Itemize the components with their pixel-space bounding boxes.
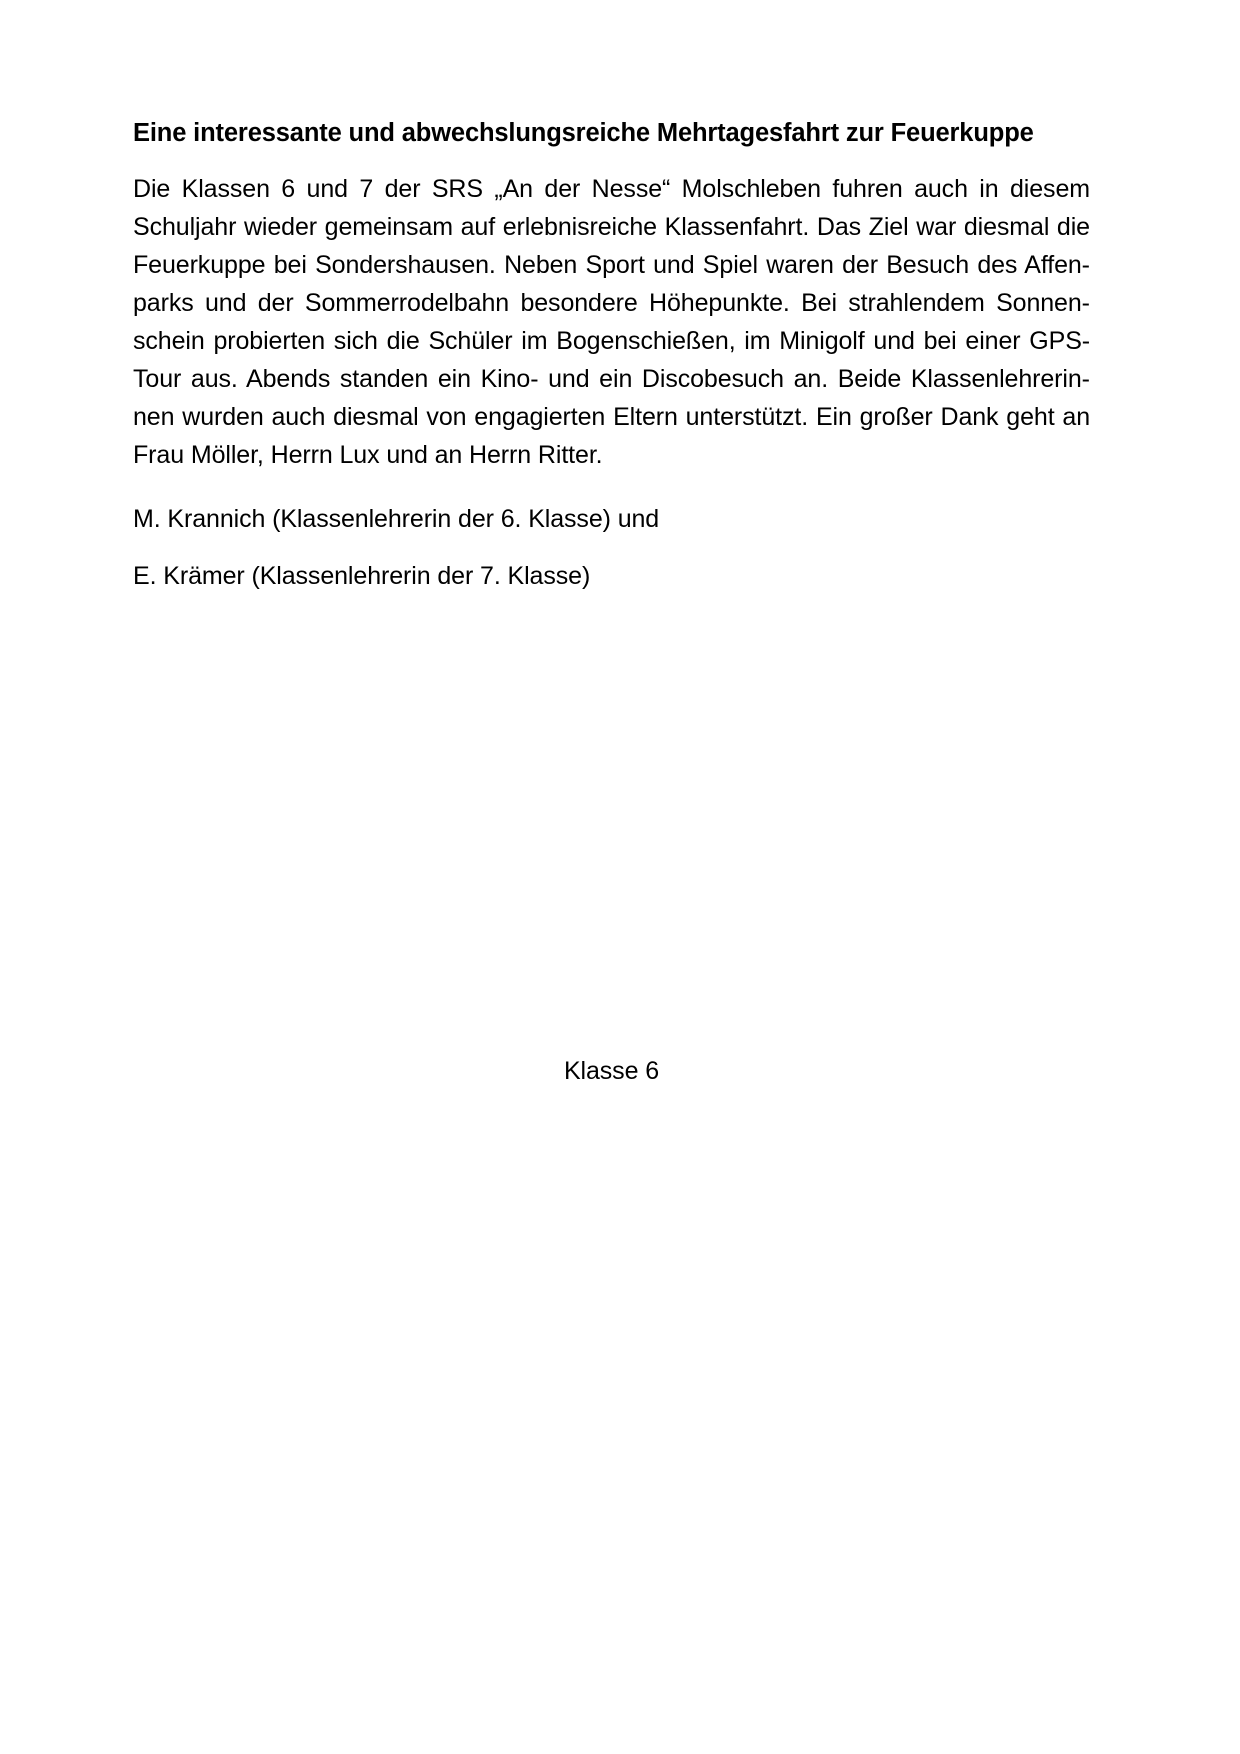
signature-line-1: M. Krannich (Klassenlehrerin der 6. Klasse) und [133,504,660,533]
article-content [133,118,1090,595]
image-caption: Klasse 6 [563,1057,660,1085]
image-caption-block [133,1055,1090,1087]
page-title: Eine interessante und abwechslungsreiche Mehrtagesfahrt zur Feuerkuppe [133,119,1034,147]
article-body-paragraph: Die Klassen 6 und 7 der SRS „An der Nesse“ Molschleben fuhren auch in diesem Schuljahr wieder gemeinsam auf erlebnisreiche Klassenfahrt. Das Ziel war diesmal die Feuerkuppe bei Sondershausen. Neben Sport und Spiel waren der Besuch des Affenparks und der Sommerrodelbahn besondere Höhepunkte. Bei strahlendem Sonnenschein probierten sich die Schüler im Bogenschießen, im Minigolf und bei einer GPS-Tour aus. Abends standen ein Kino- und ein Discobesuch an. Beide Klassenlehrerinnen wurden auch diesmal von engagierten Eltern unterstützt. Ein großer Dank geht an Frau Möller, Herrn Lux und an Herrn Ritter. [133,174,1090,469]
signature-line-2: E. Krämer (Klassenlehrerin der 7. Klasse) [133,561,591,590]
